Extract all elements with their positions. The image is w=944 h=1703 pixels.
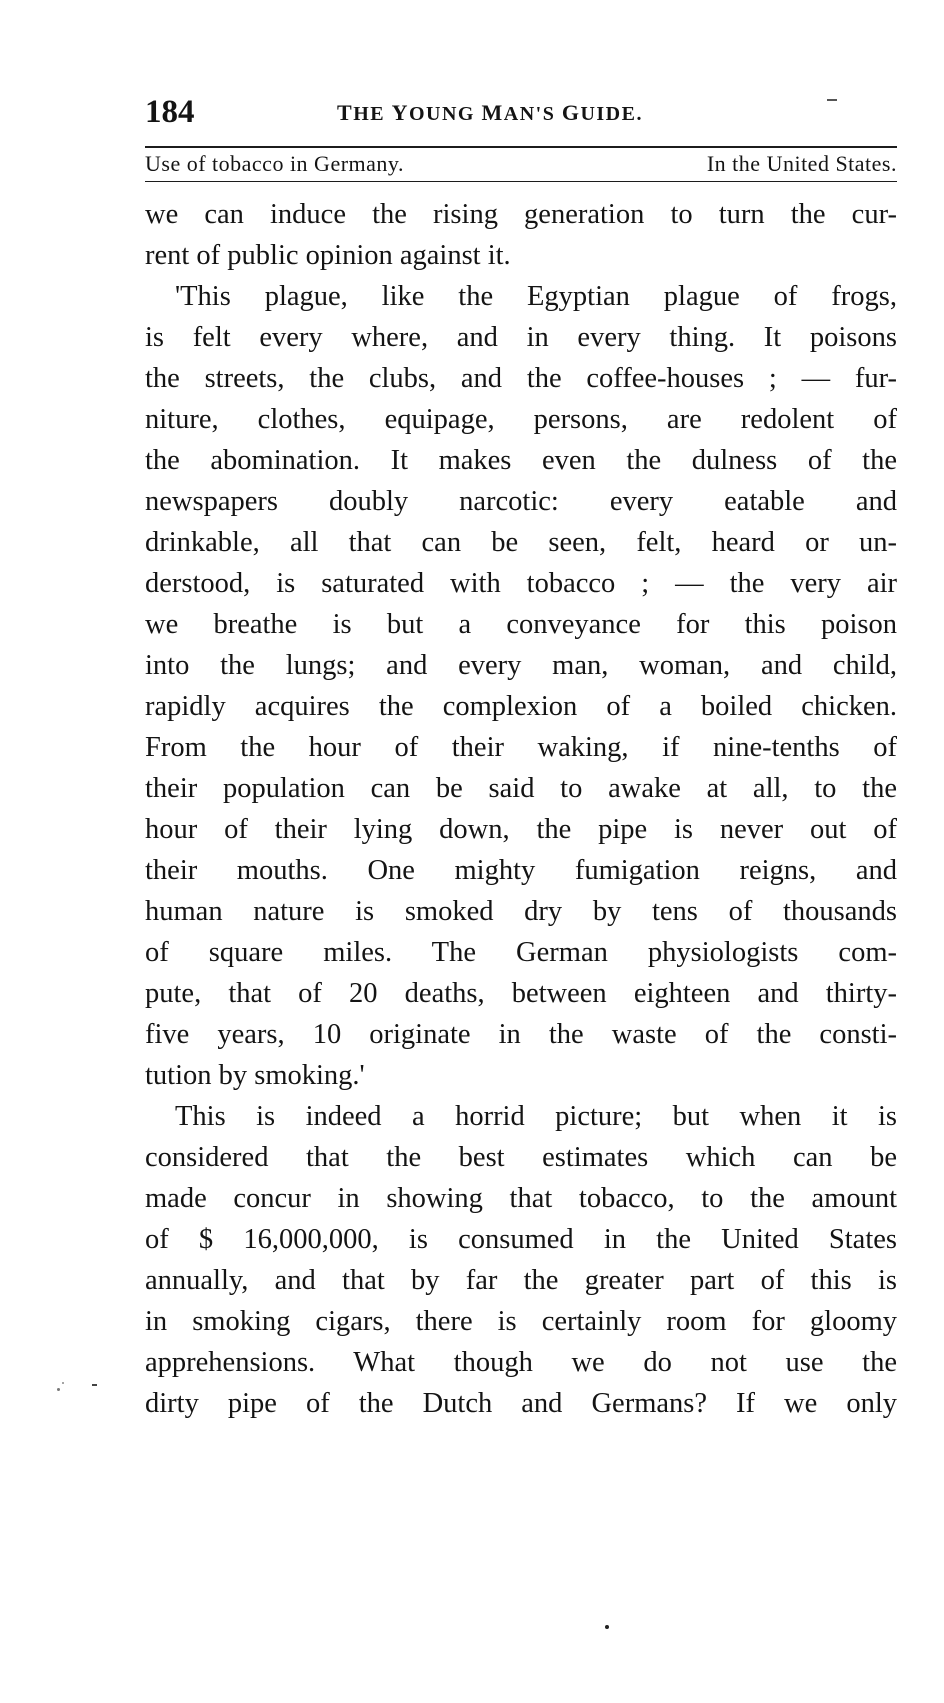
text-line: dirty pipe of the Dutch and Germans? If we only bbox=[145, 1388, 897, 1419]
page-number: 184 bbox=[145, 94, 195, 130]
text-line: of square miles. The German physiologists com- bbox=[145, 937, 897, 968]
text-line: newspapers doubly narcotic: every eatable and bbox=[145, 486, 897, 517]
ink-speck bbox=[62, 1382, 64, 1384]
text-line: apprehensions. What though we do not use the bbox=[145, 1347, 897, 1378]
text-line: tution by smoking.' bbox=[145, 1060, 365, 1091]
text-line: five years, 10 originate in the waste of the consti- bbox=[145, 1019, 897, 1050]
text-line: made concur in showing that tobacco, to the amount bbox=[145, 1183, 897, 1214]
ink-speck bbox=[57, 1388, 60, 1391]
print-mark bbox=[827, 99, 837, 101]
text-line: 'This plague, like the Egyptian plague of frogs, bbox=[175, 281, 897, 312]
text-line: is felt every where, and in every thing. It poisons bbox=[145, 322, 897, 353]
text-line: the abomination. It makes even the dulness of the bbox=[145, 445, 897, 476]
subheader-right: In the United States. bbox=[706, 151, 897, 176]
running-head bbox=[145, 92, 895, 132]
text-line: rent of public opinion against it. bbox=[145, 240, 511, 271]
text-line: in smoking cigars, there is certainly room for gloomy bbox=[145, 1306, 897, 1337]
ink-speck bbox=[92, 1384, 97, 1386]
subheader-left: Use of tobacco in Germany. bbox=[145, 151, 404, 176]
text-line: their population can be said to awake at all, to the bbox=[145, 773, 897, 804]
text-line: pute, that of 20 deaths, between eighteen and thirty- bbox=[145, 978, 897, 1009]
text-line: we can induce the rising generation to turn the cur- bbox=[145, 199, 897, 230]
ink-speck bbox=[605, 1625, 609, 1629]
body-text bbox=[145, 194, 897, 1424]
text-line: This is indeed a horrid picture; but when it is bbox=[175, 1101, 897, 1132]
text-line: From the hour of their waking, if nine-tenths of bbox=[145, 732, 897, 763]
subheader-rule bbox=[145, 181, 897, 182]
text-line: the streets, the clubs, and the coffee-houses ; — fur- bbox=[145, 363, 897, 394]
text-line: considered that the best estimates which can be bbox=[145, 1142, 897, 1173]
text-line: niture, clothes, equipage, persons, are redolent of bbox=[145, 404, 897, 435]
text-line: drinkable, all that can be seen, felt, heard or un- bbox=[145, 527, 897, 558]
text-line: into the lungs; and every man, woman, and child, bbox=[145, 650, 897, 681]
text-line: rapidly acquires the complexion of a boiled chicken. bbox=[145, 691, 897, 722]
text-line: we breathe is but a conveyance for this poison bbox=[145, 609, 897, 640]
text-line: annually, and that by far the greater part of this is bbox=[145, 1265, 897, 1296]
text-line: human nature is smoked dry by tens of thousands bbox=[145, 896, 897, 927]
text-line: of $ 16,000,000, is consumed in the United States bbox=[145, 1224, 897, 1255]
subheader bbox=[145, 148, 897, 180]
text-line: derstood, is saturated with tobacco ; — the very air bbox=[145, 568, 897, 599]
text-line: their mouths. One mighty fumigation reigns, and bbox=[145, 855, 897, 886]
text-line: hour of their lying down, the pipe is never out of bbox=[145, 814, 897, 845]
book-title: THE YOUNG MAN'S GUIDE. bbox=[337, 100, 643, 125]
